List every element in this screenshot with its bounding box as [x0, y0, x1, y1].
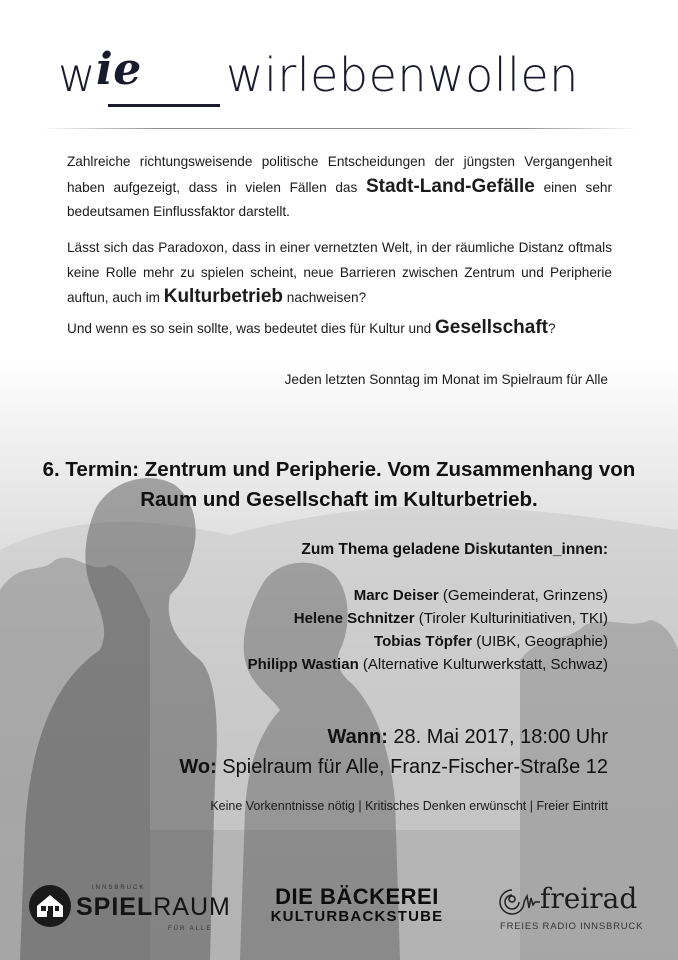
event-location — [179, 752, 608, 782]
intro-p2-text-a: Lässt sich das Paradoxon, dass in einer vernetzten Welt, in der räumliche Distanz oftmals keine Rolle mehr zu spielen scheint, neue Barrieren zwischen Zentrum und Peripherie auftun, auch im — [67, 240, 612, 305]
guest-item — [248, 584, 608, 607]
intro-p1-emphasis: Stadt-Land-Gefälle — [365, 175, 535, 197]
title-ie: ie — [96, 44, 142, 95]
baeckerei-line-1: DIE BÄCKEREI — [275, 884, 439, 909]
intro-p2-text-b: nachweisen? — [283, 290, 367, 305]
schedule-line: Jeden letzten Sonntag im Monat im Spielraum für Alle — [284, 372, 608, 387]
title-rest: wirlebenwollen — [226, 48, 579, 102]
title-w: w — [58, 48, 97, 102]
guest-item — [248, 630, 608, 653]
spielraum-logo — [28, 880, 231, 940]
baeckerei-line-2: KULTURBACKSTUBE — [270, 908, 444, 925]
event-notes: Keine Vorkenntnisse nötig | Kritisches Denken erwünscht | Freier Eintritt — [210, 799, 608, 813]
guest-info: (UIBK, Geographie) — [472, 633, 608, 650]
guest-info: (Gemeinderat, Grinzens) — [438, 587, 608, 604]
event-title — [20, 455, 658, 515]
intro-p2-emphasis: Kulturbetrieb — [163, 286, 284, 307]
guest-info: (Tiroler Kulturinitiativen, TKI) — [414, 610, 608, 627]
intro-paragraph-2 — [67, 236, 612, 311]
poster-title — [58, 44, 628, 110]
when-label: Wann: — [327, 726, 388, 748]
spielraum-bottom-text: FÜR ALLE — [168, 926, 213, 932]
title-divider — [40, 128, 640, 129]
house-icon — [28, 884, 72, 928]
where-value: Spielraum für Alle, Franz-Fischer-Straße 12 — [216, 756, 608, 778]
intro-p1-text-a: Zahlreiche richtungsweisende politische Entscheidungen der jüngsten Vergangenheit haben aufgezeigt, dass in vielen Fällen das — [67, 154, 612, 195]
guest-info: (Alternative Kulturwerkstatt, Schwaz) — [358, 656, 608, 673]
title-blank-line — [108, 104, 220, 107]
spielraum-name — [76, 893, 231, 922]
intro-p3-text-a: Und wenn es so sein sollte, was bedeutet dies für Kultur und — [67, 321, 436, 336]
guest-name: Marc Deiser — [353, 587, 439, 604]
event-when-where — [179, 722, 608, 782]
spielraum-name-bold: SPIEL — [76, 893, 154, 921]
when-value: 28. Mai 2017, 18:00 Uhr — [387, 726, 608, 748]
guest-name: Tobias Töpfer — [374, 633, 473, 650]
where-label: Wo: — [179, 756, 217, 778]
event-title-line-1: 6. Termin: Zentrum und Peripherie. Vom Zusammenhang von — [42, 458, 636, 481]
intro-paragraph-3 — [67, 316, 612, 342]
radio-wave-icon — [498, 887, 540, 917]
freirad-logo — [498, 884, 648, 934]
guest-item — [248, 653, 608, 676]
guest-name: Helene Schnitzer — [293, 610, 415, 627]
intro-p1-text-b: einen sehr bedeutsamen Einflussfaktor darstellt. — [67, 179, 612, 219]
freirad-name: freirad — [540, 882, 638, 915]
guest-item — [248, 607, 608, 630]
intro-p3-text-b: ? — [548, 321, 556, 336]
spielraum-top-text: INNSBRUCK — [92, 885, 146, 891]
guest-list — [248, 584, 608, 676]
spielraum-name-light: RAUM — [153, 893, 231, 921]
guest-name: Philipp Wastian — [247, 656, 359, 673]
freirad-subtitle: FREIES RADIO INNSBRUCK — [500, 921, 644, 932]
intro-paragraph-1 — [67, 150, 612, 225]
intro-p3-emphasis: Gesellschaft — [435, 317, 549, 338]
event-title-line-2: Raum und Gesellschaft im Kulturbetrieb. — [140, 488, 538, 511]
baeckerei-logo — [262, 886, 452, 925]
guests-heading: Zum Thema geladene Diskutanten_innen: — [301, 541, 608, 558]
event-date — [179, 722, 608, 752]
